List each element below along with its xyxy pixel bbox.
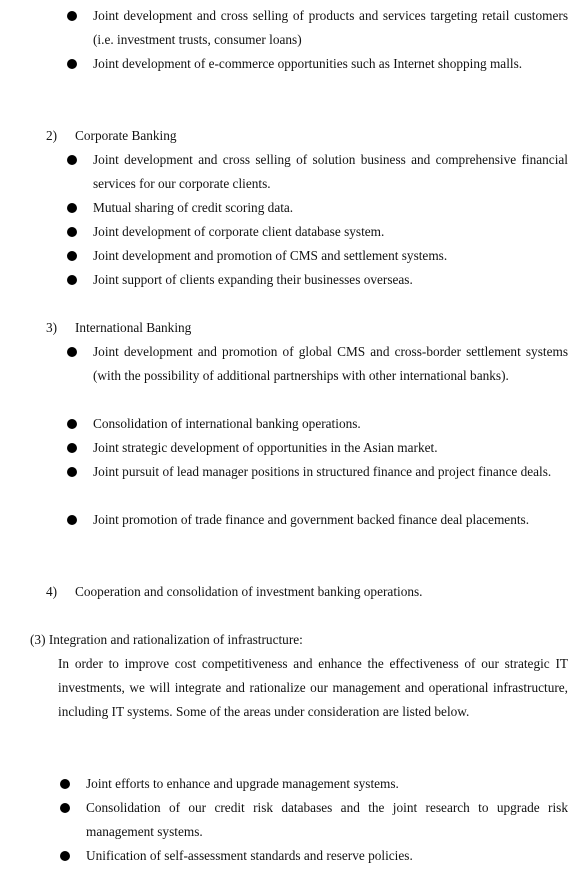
corporate-bullet-item <box>93 244 568 268</box>
bullet-icon <box>67 251 77 261</box>
international-bullet-item <box>93 340 568 388</box>
bullet-text: Joint development and cross selling of solution business and comprehensive financial services for our corporate clients. <box>93 152 568 191</box>
international-bullet-item <box>93 436 568 460</box>
infrastructure-bullet-item <box>86 772 568 796</box>
bullet-text: Joint pursuit of lead manager positions in structured finance and project finance deals. <box>93 464 552 479</box>
bullet-icon <box>60 779 70 789</box>
infrastructure-heading: (3) Integration and rationalization of infrastructure: <box>30 632 303 647</box>
bullet-icon <box>67 515 77 525</box>
bullet-text: Joint development and cross selling of products and services targeting retail customers (i.e. investment trusts, consumer loans) <box>93 8 568 47</box>
bullet-icon <box>60 851 70 861</box>
bullet-icon <box>67 443 77 453</box>
section-heading-corporate-banking <box>46 124 177 148</box>
bullet-text: Mutual sharing of credit scoring data. <box>93 200 294 215</box>
bullet-text: Joint development and promotion of global CMS and cross-border settlement systems (with the possibility of additional partnerships with other international banks). <box>93 344 568 383</box>
bullet-text: Joint development of e-commerce opportunities such as Internet shopping malls. <box>93 56 523 71</box>
bullet-icon <box>67 203 77 213</box>
section-title: International Banking <box>75 320 192 335</box>
international-bullet-item <box>93 412 568 436</box>
bullet-text: Unification of self-assessment standards and reserve policies. <box>86 848 413 863</box>
bullet-text: Consolidation of international banking operations. <box>93 416 361 431</box>
bullet-text: Joint support of clients expanding their businesses overseas. <box>93 272 413 287</box>
bullet-icon <box>67 275 77 285</box>
bullet-icon <box>67 347 77 357</box>
infrastructure-bullet-item <box>86 796 568 844</box>
infrastructure-paragraph: In order to improve cost competitiveness and enhance the effectiveness of our strategic IT investments, we will integrate and rationalize our management and operational infrastructure, including IT systems. Some of the areas under consideration are listed below. <box>58 656 568 719</box>
bullet-icon <box>60 803 70 813</box>
corporate-bullet-item <box>93 196 568 220</box>
bullet-text: Joint efforts to enhance and upgrade management systems. <box>86 776 399 791</box>
bullet-icon <box>67 227 77 237</box>
bullet-icon <box>67 11 77 21</box>
section-heading-international-banking <box>46 316 191 340</box>
bullet-text: Joint strategic development of opportunities in the Asian market. <box>93 440 438 455</box>
international-bullet-item <box>93 460 568 484</box>
bullet-icon <box>67 419 77 429</box>
infrastructure-bullet-item <box>86 844 568 868</box>
bullet-icon <box>67 467 77 477</box>
international-bullet-item <box>93 508 568 532</box>
bullet-icon <box>67 59 77 69</box>
section-number: 2) <box>46 128 58 143</box>
bullet-text: Joint promotion of trade finance and government backed finance deal placements. <box>93 512 530 527</box>
bullet-icon <box>67 155 77 165</box>
bullet-text: Joint development and promotion of CMS and settlement systems. <box>93 248 448 263</box>
retail-bullet-item <box>93 52 568 76</box>
section-title: Corporate Banking <box>75 128 177 143</box>
bullet-text: Consolidation of our credit risk databases and the joint research to upgrade risk management systems. <box>86 800 568 839</box>
corporate-bullet-item <box>93 220 568 244</box>
section-number: 4) <box>46 584 58 599</box>
section-number: 3) <box>46 320 58 335</box>
retail-bullet-item <box>93 4 568 52</box>
section-title: Cooperation and consolidation of investment banking operations. <box>75 584 423 599</box>
bullet-text: Joint development of corporate client database system. <box>93 224 385 239</box>
corporate-bullet-item <box>93 268 568 292</box>
corporate-bullet-item <box>93 148 568 196</box>
section-heading-investment-banking <box>46 580 423 604</box>
